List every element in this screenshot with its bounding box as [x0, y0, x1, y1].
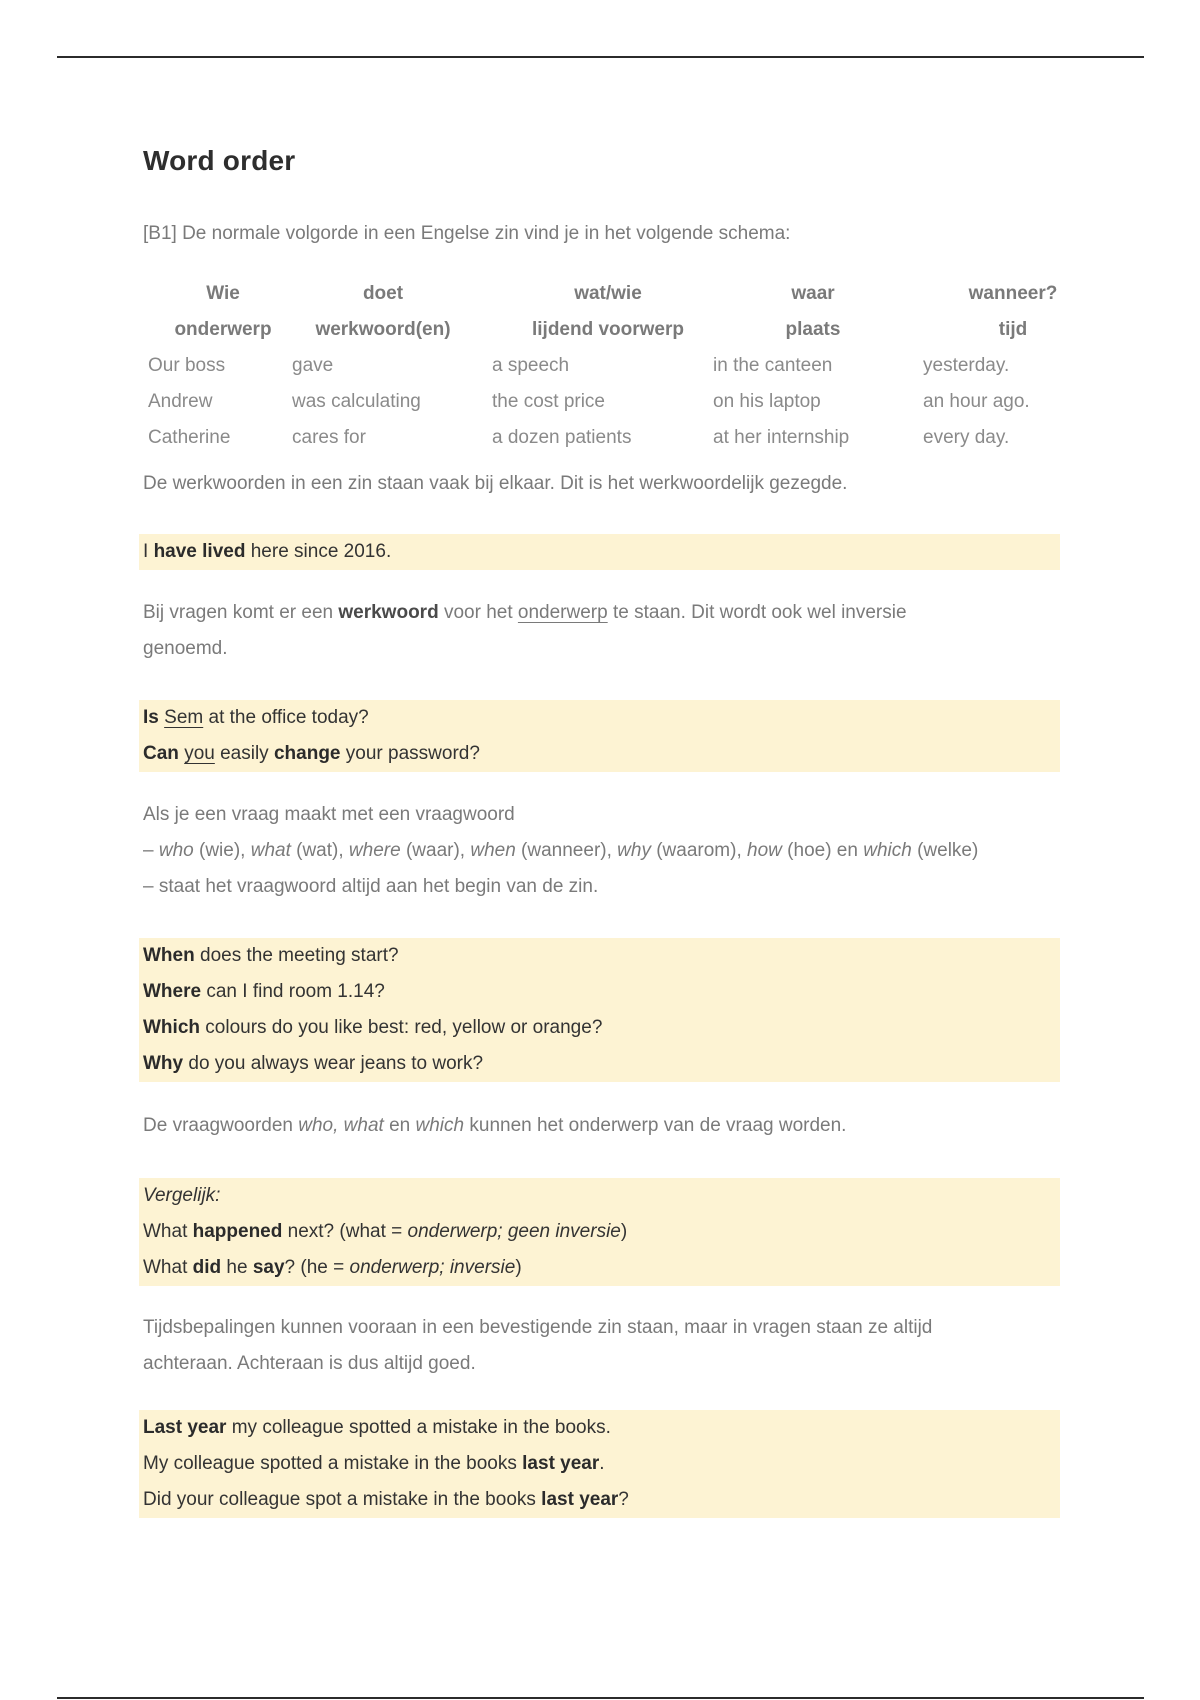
example-rest: colours do you like best: red, yellow or orange? — [200, 1017, 603, 1038]
example-subject: Sem — [164, 707, 204, 728]
schema-cell: an hour ago. — [923, 391, 1030, 412]
text-run: onderwerp; geen inversie — [407, 1221, 621, 1242]
text-run: ? — [618, 1489, 629, 1510]
schema-header-row-1 — [143, 276, 1060, 312]
text-run: (hoe) en — [781, 840, 864, 861]
inversion-note-line-1 — [143, 595, 1060, 631]
note-underlined: onderwerp — [517, 602, 608, 623]
inversion-note-line-2: genoemd. — [143, 638, 228, 659]
word-order-schema — [143, 276, 1060, 456]
example-rest: do you always wear jeans to work? — [183, 1053, 484, 1074]
text-run: happened — [192, 1221, 283, 1242]
text-run: en — [383, 1115, 416, 1136]
schema-cell: was calculating — [292, 391, 421, 412]
schema-header: Wie — [206, 283, 240, 304]
example-sentence — [139, 1410, 1060, 1446]
schema-cell: every day. — [923, 427, 1010, 448]
example-verb: Can — [143, 743, 179, 764]
example-band-3 — [139, 938, 1060, 1082]
schema-cell: a dozen patients — [492, 427, 632, 448]
compare-label: Vergelijk: — [143, 1185, 221, 1206]
text-run: ) — [515, 1257, 522, 1278]
schema-cell: gave — [292, 355, 334, 376]
schema-header: onderwerp — [174, 319, 272, 340]
text-run: My colleague spotted a mistake in the books — [143, 1453, 523, 1474]
text-run: which — [415, 1115, 465, 1136]
text-run: ) — [620, 1221, 628, 1242]
text-run: (waar), — [400, 840, 471, 861]
subject-note-line — [143, 1108, 1060, 1144]
example-sentence — [139, 736, 1060, 772]
schema-header: wat/wie — [574, 283, 642, 304]
text-run: – — [143, 840, 159, 861]
question-word-note-line-1: Als je een vraag maakt met een vraagwoord — [143, 804, 515, 825]
text-run: kunnen het onderwerp van de vraag worden. — [464, 1115, 847, 1136]
time-note-line-2: achteraan. Achteraan is dus altijd goed. — [143, 1353, 476, 1374]
question-word-note-line-3: – staat het vraagwoord altijd aan het begin van de zin. — [143, 876, 599, 897]
table-row — [143, 384, 1060, 420]
example-verb: Is — [143, 707, 159, 728]
schema-header: werkwoord(en) — [315, 319, 451, 340]
table-row — [143, 348, 1060, 384]
question-word: Which — [143, 1017, 200, 1038]
schema-cell: Andrew — [148, 391, 213, 412]
example-sentence — [139, 1446, 1060, 1482]
page-title: Word order — [143, 145, 296, 176]
question-word-note — [143, 797, 1060, 905]
note-text: te staan. Dit wordt ook wel inversie — [612, 602, 907, 623]
text-run: who — [158, 840, 194, 861]
text-run: (welke) — [911, 840, 979, 861]
example-band-1 — [139, 534, 1060, 570]
schema-header: lijdend voorwerp — [531, 319, 685, 340]
example-word: easily — [220, 743, 269, 764]
inversion-note — [143, 595, 1060, 667]
text-run: which — [863, 840, 912, 861]
text-run: (wanneer), — [515, 840, 618, 861]
text-run: did — [192, 1257, 222, 1278]
text-run: Did your colleague spot a mistake in the books — [143, 1489, 542, 1510]
text-run: (waarom), — [650, 840, 748, 861]
schema-cell: in the canteen — [713, 355, 833, 376]
time-note — [143, 1310, 1060, 1382]
example-verb: change — [273, 743, 341, 764]
example-rest: your password? — [345, 743, 480, 764]
example-rest: can I find room 1.14? — [201, 981, 385, 1002]
subject-note — [143, 1108, 1060, 1144]
schema-cell: on his laptop — [713, 391, 821, 412]
question-word: Where — [143, 981, 202, 1002]
intro-text: [B1] De normale volgorde in een Engelse zin vind je in het volgende schema: — [143, 223, 791, 244]
text-run: next? (what = — [282, 1221, 408, 1242]
text-run: why — [617, 840, 651, 861]
schema-header: doet — [362, 283, 404, 304]
note-text: Bij vragen komt er een — [143, 602, 334, 623]
example-subject: you — [184, 743, 215, 764]
schema-cell: Catherine — [148, 427, 231, 448]
text-run: who, what — [298, 1115, 384, 1136]
text-run: What — [143, 1221, 193, 1242]
text-run: . — [599, 1453, 605, 1474]
question-word: Why — [143, 1053, 184, 1074]
schema-header: tijd — [998, 319, 1028, 340]
text-run: how — [747, 840, 782, 861]
compare-band — [139, 1178, 1060, 1286]
text-run: my colleague spotted a mistake in the books. — [226, 1417, 611, 1438]
example-band-4 — [139, 1410, 1060, 1518]
schema-header: wanneer? — [968, 283, 1058, 304]
example-sentence — [139, 1010, 1060, 1046]
time-note-line-1: Tijdsbepalingen kunnen vooraan in een bevestigende zin staan, maar in vragen staan ze altijd — [143, 1317, 933, 1338]
schema-cell: at her internship — [713, 427, 850, 448]
note-text: voor het — [443, 602, 513, 623]
example-sentence — [139, 534, 1060, 570]
example-verb: have lived — [153, 541, 246, 562]
schema-cell: Our boss — [148, 355, 226, 376]
text-run: where — [348, 840, 401, 861]
example-rest: does the meeting start? — [194, 945, 399, 966]
example-sentence — [139, 974, 1060, 1010]
text-run: last year — [541, 1489, 619, 1510]
example-sentence — [139, 938, 1060, 974]
schema-cell: yesterday. — [923, 355, 1010, 376]
schema-header: plaats — [785, 319, 841, 340]
schema-cell: a speech — [492, 355, 570, 376]
text-run: ? (he = — [284, 1257, 350, 1278]
text-run: he — [221, 1257, 253, 1278]
schema-header: waar — [791, 283, 835, 304]
example-band-2 — [139, 700, 1060, 772]
text-run: Last year — [143, 1417, 227, 1438]
note-bold: werkwoord — [338, 602, 439, 623]
table-row — [143, 420, 1060, 456]
text-run: (wat), — [290, 840, 349, 861]
bottom-rule — [57, 1697, 1144, 1699]
example-sentence — [139, 1214, 1060, 1250]
text-run: What — [143, 1257, 193, 1278]
schema-cell: cares for — [292, 427, 366, 448]
top-rule — [57, 56, 1144, 58]
example-sentence — [139, 1250, 1060, 1286]
schema-header-row-2 — [143, 312, 1060, 348]
text-run: (wie), — [193, 840, 251, 861]
text-run: De vraagwoorden — [143, 1115, 299, 1136]
example-rest: here since 2016. — [250, 541, 392, 562]
question-word: When — [143, 945, 195, 966]
example-sentence — [139, 1046, 1060, 1082]
text-run: last year — [522, 1453, 600, 1474]
example-sentence — [139, 700, 1060, 736]
question-word-note-line-2 — [143, 833, 1060, 869]
text-run: say — [252, 1257, 285, 1278]
verb-note: De werkwoorden in een zin staan vaak bij elkaar. Dit is het werkwoordelijk gezegde. — [143, 473, 848, 494]
example-rest: at the office today? — [208, 707, 369, 728]
text-run: when — [470, 840, 516, 861]
text-run: onderwerp; inversie — [349, 1257, 516, 1278]
schema-cell: the cost price — [492, 391, 605, 412]
example-word: I — [143, 541, 149, 562]
text-run: what — [250, 840, 291, 861]
example-sentence — [139, 1482, 1060, 1518]
